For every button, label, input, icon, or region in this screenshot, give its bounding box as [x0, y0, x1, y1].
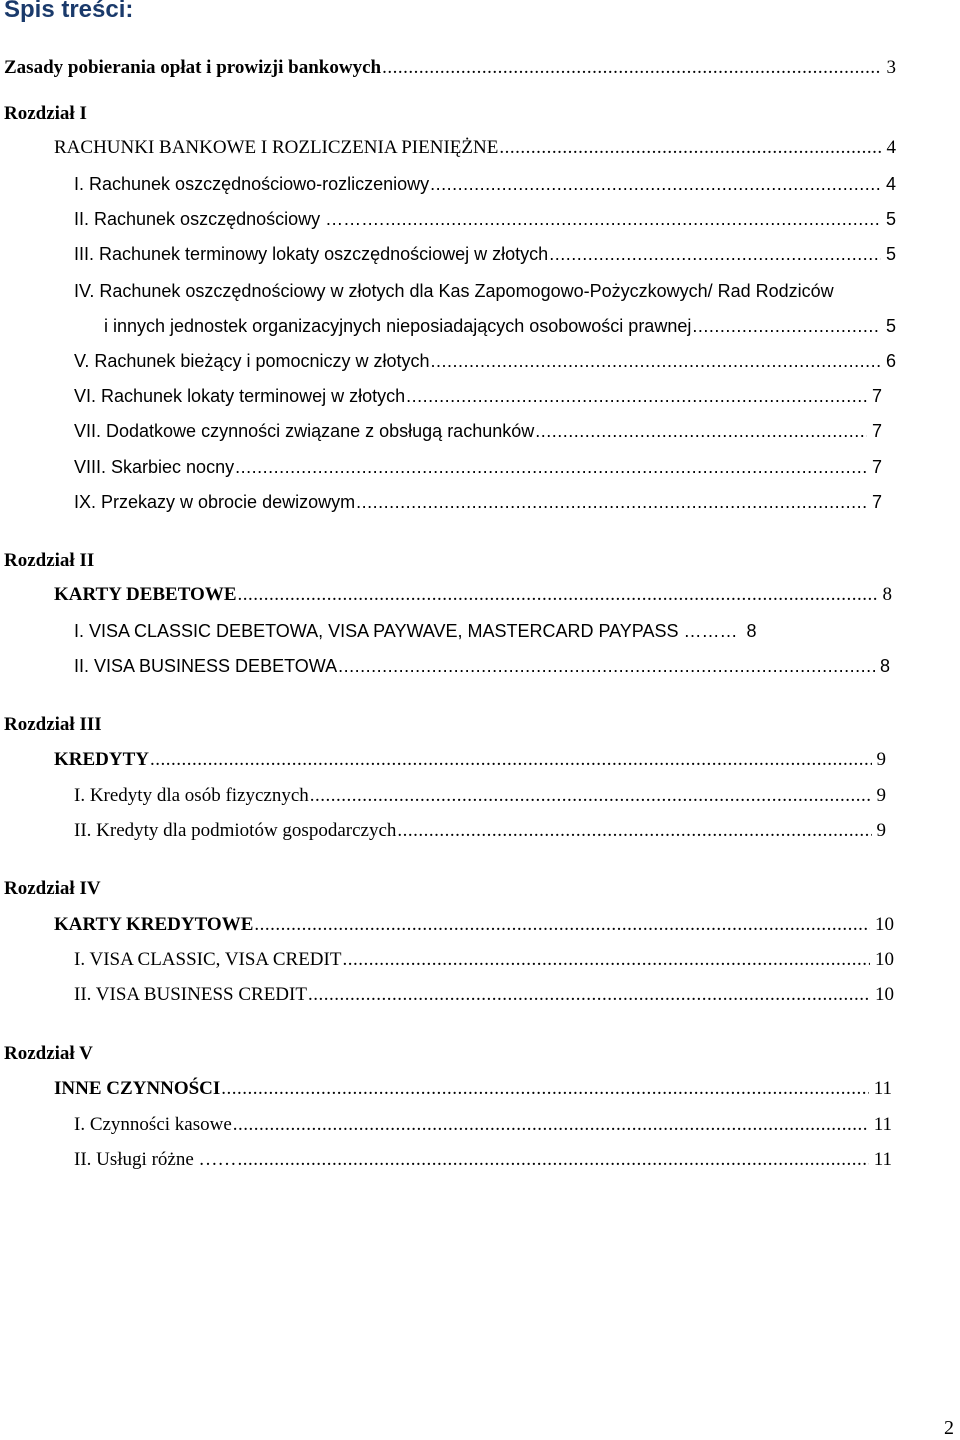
toc-entry-label: VII. Dodatkowe czynności związane z obsługą rachunków [74, 421, 535, 441]
toc-entry-label: I. Czynności kasowe [74, 1114, 232, 1135]
toc-entry-label: V. Rachunek bieżący i pomocniczy w złotych [74, 351, 430, 371]
toc-entry-page: 8 [879, 656, 890, 676]
toc-entry-ch1-ii[interactable] [74, 207, 896, 231]
toc-entry-page: 6 [885, 351, 896, 371]
toc-entry-label: I. VISA CLASSIC DEBETOWA, VISA PAYWAVE, MASTERCARD PAYPASS ……… [74, 621, 738, 641]
toc-entry-ch1-iii[interactable] [74, 242, 896, 266]
leader-dots [397, 819, 871, 843]
leader-dots [382, 56, 881, 80]
toc-entry-label: INNE CZYNNOŚCI [54, 1078, 221, 1099]
leader-dots [430, 172, 881, 196]
toc-entry-label: KREDYTY [54, 749, 150, 770]
toc-entry-page: 7 [871, 421, 882, 441]
chapter-heading-4: Rozdział IV [4, 878, 101, 899]
toc-entry-label: RACHUNKI BANKOWE I ROZLICZENIA PIENIĘŻNE [54, 137, 499, 158]
leader-dots [221, 1077, 868, 1101]
toc-entry-label: II. VISA BUSINESS DEBETOWA [74, 656, 338, 676]
toc-entry-ch2-ii[interactable] [74, 654, 890, 678]
leader-dots [342, 948, 870, 972]
leader-dots [150, 748, 871, 772]
toc-entry-ch2-i[interactable] [74, 619, 757, 643]
toc-entry-page: 10 [875, 914, 894, 935]
chapter-heading-1: Rozdział I [4, 103, 87, 124]
toc-entry-page: 5 [885, 209, 896, 229]
leader-dots [356, 490, 867, 514]
toc-entry-ch4-i[interactable] [74, 948, 894, 972]
chapter-heading-3: Rozdział III [4, 714, 102, 735]
chapter-heading-5: Rozdział V [4, 1043, 93, 1064]
leader-dots [499, 136, 881, 160]
toc-entry-ch4-ii[interactable] [74, 983, 894, 1007]
toc-entry-label: III. Rachunek terminowy lokaty oszczędnościowej w złotych [74, 244, 549, 264]
toc-entry-page: 7 [871, 492, 882, 512]
toc-entry-ch3-i[interactable] [74, 784, 886, 808]
toc-entry-ch1-ix[interactable] [74, 490, 882, 514]
toc-entry-page: 10 [875, 949, 894, 970]
toc-entry-ch1-vi[interactable] [74, 384, 882, 408]
toc-entry-ch3-ii[interactable] [74, 819, 886, 843]
toc-entry-label: VI. Rachunek lokaty terminowej w złotych [74, 386, 406, 406]
toc-entry-page: 9 [876, 820, 886, 841]
toc-entry-ch5-ii[interactable] [74, 1148, 892, 1172]
leader-dots [308, 983, 870, 1007]
leader-dots [406, 384, 867, 408]
toc-entry-label: I. VISA CLASSIC, VISA CREDIT [74, 949, 342, 970]
toc-entry-page: 7 [871, 457, 882, 477]
page-number: 2 [944, 1417, 954, 1439]
toc-entry-page: 3 [886, 57, 896, 78]
toc-entry-page: 11 [873, 1114, 892, 1135]
toc-entry-label: i innych jednostek organizacyjnych nieposiadających osobowości prawnej [104, 316, 692, 336]
toc-entry-page: 4 [885, 174, 896, 194]
toc-entry-ch3-main[interactable] [54, 748, 886, 772]
toc-entry-label: KARTY KREDYTOWE [54, 914, 254, 935]
toc-entry-intro[interactable] [4, 56, 896, 80]
toc-entry-label: Zasady pobierania opłat i prowizji bankowych [4, 57, 382, 78]
toc-entry-ch2-main[interactable] [54, 583, 892, 607]
toc-entry-ch5-main[interactable] [54, 1077, 892, 1101]
leader-dots [238, 583, 878, 607]
leader-dots [385, 207, 881, 231]
leader-dots [238, 1148, 869, 1172]
toc-entry-page: 5 [885, 316, 896, 336]
toc-entry-page: 9 [876, 749, 886, 770]
toc-entry-label: II. Kredyty dla podmiotów gospodarczych [74, 820, 397, 841]
toc-entry-page: 7 [871, 386, 882, 406]
toc-entry-page: 5 [885, 244, 896, 264]
toc-entry-page: 8 [882, 584, 892, 605]
leader-dots [233, 1113, 869, 1137]
toc-entry-ch5-i[interactable] [74, 1113, 892, 1137]
leader-dots [549, 242, 881, 266]
leader-dots [254, 913, 870, 937]
leader-dots [338, 654, 875, 678]
toc-entry-label: II. Usługi różne …… [74, 1149, 237, 1170]
leader-dots [310, 784, 872, 808]
toc-entry-ch1-main[interactable] [54, 136, 896, 160]
leader-dots [235, 455, 867, 479]
toc-entry-page: 11 [873, 1149, 892, 1170]
chapter-heading-2: Rozdział II [4, 550, 95, 571]
toc-entry-page: 11 [873, 1078, 892, 1099]
toc-entry-label: KARTY DEBETOWE [54, 584, 237, 605]
toc-entry-ch1-vii[interactable] [74, 419, 882, 443]
toc-entry-label: I. Kredyty dla osób fizycznych [74, 785, 309, 806]
toc-entry-page: 4 [886, 137, 896, 158]
leader-dots [535, 419, 867, 443]
toc-entry-page: 8 [746, 621, 757, 641]
toc-entry-ch1-v[interactable] [74, 349, 896, 373]
toc-entry-page: 10 [875, 984, 894, 1005]
toc-entry-label: II. VISA BUSINESS CREDIT [74, 984, 307, 1005]
leader-dots [431, 349, 881, 373]
toc-entry-label: VIII. Skarbiec nocny [74, 457, 235, 477]
toc-entry-ch1-i[interactable] [74, 172, 896, 196]
toc-title: Spis treści: [4, 0, 134, 23]
toc-entry-ch4-main[interactable] [54, 913, 894, 937]
toc-entry-label: I. Rachunek oszczędnościowo-rozliczeniowy [74, 174, 430, 194]
leader-dots [692, 314, 881, 338]
toc-entry-page: 9 [876, 785, 886, 806]
toc-entry-ch1-iv[interactable] [104, 314, 896, 338]
toc-entry-label: IX. Przekazy w obrocie dewizowym [74, 492, 356, 512]
toc-entry-ch1-viii[interactable] [74, 455, 882, 479]
toc-entry-label: II. Rachunek oszczędnościowy ………. [74, 209, 385, 229]
toc-entry-ch1-iv-line1[interactable]: IV. Rachunek oszczędnościowy w złotych dla Kas Zapomogowo-Pożyczkowych/ Rad Rodziców [74, 281, 834, 301]
